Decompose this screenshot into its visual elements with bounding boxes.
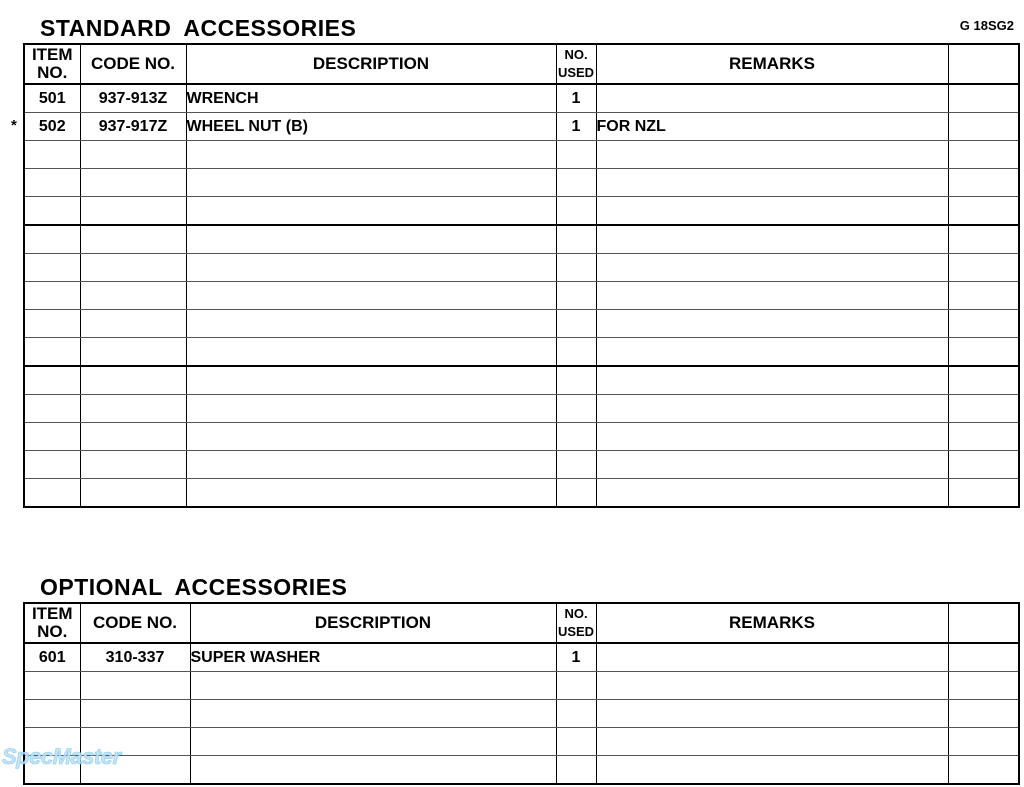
item-no-header-label: ITEM NO. — [31, 604, 73, 641]
blank-cell — [948, 310, 1019, 338]
description-cell: WRENCH — [186, 84, 556, 113]
item-no-cell — [24, 310, 80, 338]
description-header — [190, 603, 556, 643]
watermark-logo: SpecMaster — [2, 744, 121, 769]
item-no-cell: 501 — [24, 84, 80, 113]
description-cell — [186, 141, 556, 169]
blank-cell — [948, 84, 1019, 113]
code-no-cell — [80, 395, 186, 423]
description-cell — [190, 756, 556, 785]
item-no-header-label: ITEM NO. — [31, 45, 73, 82]
code-no-cell — [80, 479, 186, 508]
item-no-header — [24, 44, 80, 84]
description-header-label: DESCRIPTION — [314, 613, 432, 632]
table-row — [24, 113, 1019, 141]
description-cell — [186, 254, 556, 282]
empty-table-row — [24, 728, 1019, 756]
blank-cell — [948, 338, 1019, 367]
no-used-header-label: NO. USED — [557, 47, 595, 80]
remarks-cell — [596, 254, 948, 282]
remarks-cell — [596, 84, 948, 113]
code-no-cell — [80, 672, 190, 700]
code-no-cell — [80, 366, 186, 395]
description-cell — [186, 451, 556, 479]
no-used-header — [556, 44, 596, 84]
item-no-cell — [24, 225, 80, 254]
blank-cell — [948, 113, 1019, 141]
no-used-cell: 1 — [556, 643, 596, 672]
empty-table-row — [24, 700, 1019, 728]
description-cell — [186, 366, 556, 395]
empty-table-row — [24, 282, 1019, 310]
remarks-cell — [596, 423, 948, 451]
remarks-cell — [596, 310, 948, 338]
description-cell — [186, 479, 556, 508]
table-header-row — [24, 603, 1019, 643]
table-row — [24, 643, 1019, 672]
remarks-header — [596, 44, 948, 84]
code-no-header-label: CODE NO. — [90, 54, 176, 73]
table-header-row — [24, 44, 1019, 84]
remarks-cell — [596, 225, 948, 254]
item-no-cell: 601 — [24, 643, 80, 672]
blank-cell — [948, 643, 1019, 672]
item-no-cell — [24, 395, 80, 423]
remarks-cell — [596, 282, 948, 310]
table-row — [24, 84, 1019, 113]
blank-cell — [948, 672, 1019, 700]
description-cell — [186, 395, 556, 423]
blank-header — [948, 603, 1019, 643]
description-cell — [186, 225, 556, 254]
remarks-cell — [596, 451, 948, 479]
item-no-cell — [11, 113, 80, 141]
blank-cell — [948, 141, 1019, 169]
remarks-cell: FOR NZL — [596, 113, 948, 141]
no-used-header — [556, 603, 596, 643]
blank-cell — [948, 756, 1019, 785]
no-used-cell — [556, 225, 596, 254]
code-no-cell: 310-337 — [80, 643, 190, 672]
blank-cell — [948, 451, 1019, 479]
blank-header — [948, 44, 1019, 84]
code-no-cell — [80, 282, 186, 310]
no-used-cell — [556, 169, 596, 197]
description-cell: SUPER WASHER — [190, 643, 556, 672]
changed-item-mark: * — [11, 117, 17, 134]
empty-table-row — [24, 423, 1019, 451]
empty-table-row — [24, 197, 1019, 226]
code-no-cell — [80, 310, 186, 338]
item-no-cell — [24, 169, 80, 197]
code-no-cell — [80, 254, 186, 282]
item-no-cell — [24, 141, 80, 169]
empty-table-row — [24, 672, 1019, 700]
code-no-cell — [80, 141, 186, 169]
empty-table-row — [24, 225, 1019, 254]
blank-cell — [948, 197, 1019, 226]
no-used-cell — [556, 282, 596, 310]
no-used-cell — [556, 672, 596, 700]
description-header-label: DESCRIPTION — [312, 54, 430, 73]
code-no-header-label: CODE NO. — [92, 613, 178, 632]
code-no-cell — [80, 423, 186, 451]
remarks-cell — [596, 756, 948, 785]
code-no-cell: 937-913Z — [80, 84, 186, 113]
model-code: G 18SG2 — [959, 18, 1014, 33]
remarks-cell — [596, 366, 948, 395]
remarks-cell — [596, 141, 948, 169]
remarks-cell — [596, 643, 948, 672]
code-no-header — [80, 603, 190, 643]
remarks-header-label: REMARKS — [729, 54, 815, 73]
blank-cell — [948, 423, 1019, 451]
no-used-header-label: NO. USED — [557, 606, 595, 639]
remarks-cell — [596, 169, 948, 197]
description-cell — [186, 310, 556, 338]
blank-cell — [948, 169, 1019, 197]
description-cell — [186, 423, 556, 451]
remarks-cell — [596, 672, 948, 700]
empty-table-row — [24, 395, 1019, 423]
no-used-cell — [556, 728, 596, 756]
item-no-text: 502 — [38, 117, 66, 135]
no-used-cell — [556, 395, 596, 423]
item-no-cell — [24, 366, 80, 395]
remarks-cell — [596, 338, 948, 367]
code-no-cell — [80, 451, 186, 479]
remarks-cell — [596, 395, 948, 423]
item-no-cell — [24, 479, 80, 508]
description-cell — [186, 169, 556, 197]
no-used-cell — [556, 756, 596, 785]
remarks-cell — [596, 197, 948, 226]
blank-cell — [948, 282, 1019, 310]
item-no-cell — [24, 282, 80, 310]
empty-table-row — [24, 366, 1019, 395]
code-no-cell — [80, 169, 186, 197]
empty-table-row — [24, 451, 1019, 479]
item-no-cell — [24, 197, 80, 226]
optional-accessories-table — [23, 602, 1020, 785]
code-no-header — [80, 44, 186, 84]
description-cell: WHEEL NUT (B) — [186, 113, 556, 141]
no-used-cell — [556, 423, 596, 451]
no-used-cell — [556, 451, 596, 479]
remarks-cell — [596, 479, 948, 508]
no-used-cell — [556, 254, 596, 282]
no-used-cell: 1 — [556, 113, 596, 141]
optional-table-body — [24, 643, 1019, 784]
description-header — [186, 44, 556, 84]
blank-cell — [948, 225, 1019, 254]
description-cell — [186, 197, 556, 226]
item-no-cell — [24, 254, 80, 282]
standard-table-body — [11, 84, 1019, 507]
item-no-cell — [24, 338, 80, 367]
no-used-cell: 1 — [556, 84, 596, 113]
code-no-cell — [80, 225, 186, 254]
code-no-cell — [80, 700, 190, 728]
empty-table-row — [24, 756, 1019, 785]
code-no-cell — [80, 197, 186, 226]
no-used-cell — [556, 700, 596, 728]
no-used-cell — [556, 479, 596, 508]
item-no-cell — [24, 700, 80, 728]
empty-table-row — [24, 254, 1019, 282]
item-no-cell — [24, 672, 80, 700]
remarks-header-label: REMARKS — [729, 613, 815, 632]
standard-accessories-title: STANDARD ACCESSORIES — [40, 15, 357, 41]
standard-accessories-table — [11, 43, 1020, 508]
remarks-cell — [596, 700, 948, 728]
empty-table-row — [24, 310, 1019, 338]
no-used-cell — [556, 141, 596, 169]
empty-table-row — [24, 141, 1019, 169]
remarks-cell — [596, 728, 948, 756]
empty-table-row — [24, 479, 1019, 508]
code-no-cell: 937-917Z — [80, 113, 186, 141]
no-used-cell — [556, 338, 596, 367]
blank-cell — [948, 395, 1019, 423]
optional-accessories-title: OPTIONAL ACCESSORIES — [40, 574, 348, 600]
blank-cell — [948, 700, 1019, 728]
blank-cell — [948, 728, 1019, 756]
description-cell — [190, 728, 556, 756]
item-no-header — [24, 603, 80, 643]
blank-cell — [948, 479, 1019, 508]
description-cell — [190, 672, 556, 700]
blank-cell — [948, 254, 1019, 282]
remarks-header — [596, 603, 948, 643]
no-used-cell — [556, 197, 596, 226]
no-used-cell — [556, 366, 596, 395]
empty-table-row — [24, 338, 1019, 367]
no-used-cell — [556, 310, 596, 338]
item-no-cell — [24, 451, 80, 479]
description-cell — [186, 282, 556, 310]
description-cell — [186, 338, 556, 367]
blank-cell — [948, 366, 1019, 395]
description-cell — [190, 700, 556, 728]
empty-table-row — [24, 169, 1019, 197]
item-no-cell — [24, 423, 80, 451]
code-no-cell — [80, 338, 186, 367]
